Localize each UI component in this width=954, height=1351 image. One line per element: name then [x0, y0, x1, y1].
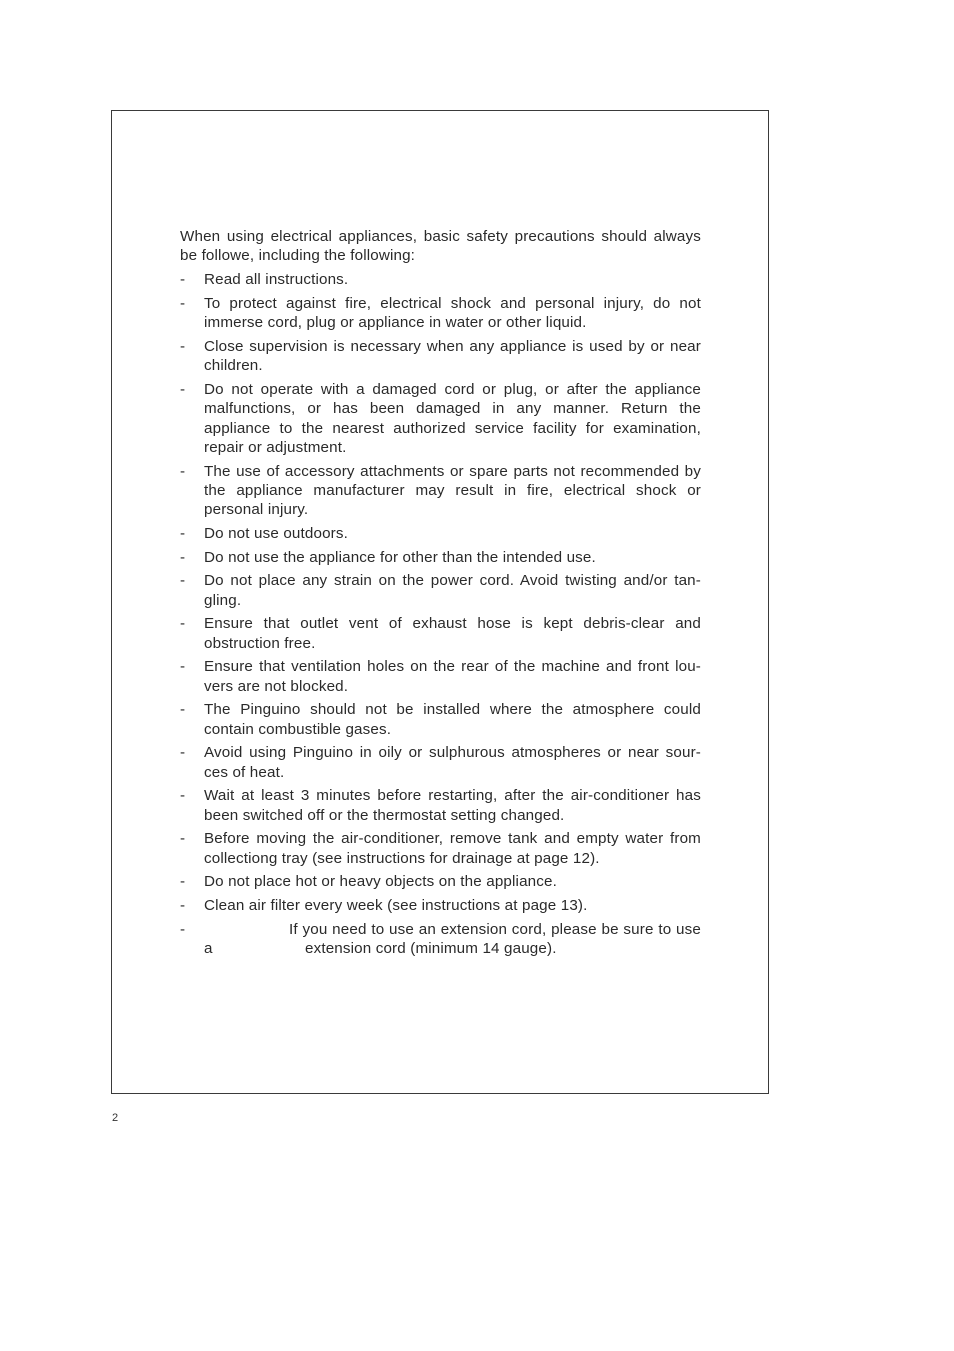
list-item: [180, 548, 701, 567]
bullet-dash: -: [180, 381, 186, 399]
list-item: [180, 872, 701, 891]
list-item: [180, 614, 701, 652]
list-item: [180, 571, 701, 609]
bullet-dash: -: [180, 462, 186, 480]
bullet-dash: -: [180, 271, 186, 289]
extension-cord-text-part1: If you need to use an extension cord, please be sure to use a: [204, 921, 701, 958]
list-item-text: Before moving the air-conditioner, remove tank and empty water from collectiong tray (see instructions for drainage at page 12).: [204, 830, 701, 867]
safety-rules-list: [180, 270, 701, 958]
bullet-dash: -: [180, 873, 186, 891]
list-item-text: Do not place any strain on the power cord. Avoid twisting and/or tan-gling.: [204, 572, 701, 609]
list-item: [180, 462, 701, 520]
list-item: [180, 786, 701, 824]
bullet-dash: -: [180, 897, 186, 915]
list-item: [180, 743, 701, 781]
list-item-text: The Pinguino should not be installed where the atmosphere could contain combustible gases.: [204, 701, 701, 738]
list-item-text: Do not operate with a damaged cord or plug, or after the appliance malfunctions, or has been damaged in any manner. Return the appliance to the nearest authorized service facility for examination, repair or adjustment.: [204, 381, 701, 456]
list-item: [180, 337, 701, 375]
list-item-text: Ensure that outlet vent of exhaust hose is kept debris-clear and obstruction free.: [204, 615, 701, 652]
bullet-dash: -: [180, 658, 186, 676]
list-item: [180, 896, 701, 915]
bullet-dash: -: [180, 787, 186, 805]
bullet-dash: -: [180, 921, 186, 938]
list-item: [180, 829, 701, 867]
extension-cord-text-part2: extension cord (minimum 14 gauge).: [304, 940, 557, 958]
list-item-text: Do not place hot or heavy objects on the appliance.: [204, 873, 557, 891]
list-item-text: To protect against fire, electrical shock and personal injury, do not immerse cord, plug or appliance in water or other liquid.: [204, 295, 701, 332]
page-number: 2: [112, 1112, 119, 1124]
bullet-dash: -: [180, 615, 186, 633]
bullet-dash: -: [180, 701, 186, 719]
bullet-dash: -: [180, 524, 186, 542]
list-item: [180, 700, 701, 738]
bullet-dash: -: [180, 744, 186, 762]
list-item-text: Read all instructions.: [204, 271, 349, 289]
list-item-text: Clean air filter every week (see instructions at page 13).: [204, 897, 588, 915]
list-item-text: Wait at least 3 minutes before restarting, after the air-conditioner has been switched off or the thermostat setting changed.: [204, 787, 701, 824]
list-item: [180, 380, 701, 457]
list-item: [180, 270, 701, 289]
list-item-text: The use of accessory attachments or spare parts not recommended by the appliance manufacturer may result in fire, electrical shock or personal injury.: [204, 462, 701, 519]
list-item-text: Ensure that ventilation holes on the rear of the machine and front lou-vers are not blocked.: [204, 658, 701, 695]
list-item-text: Do not use the appliance for other than the intended use.: [204, 548, 596, 566]
list-item-text: Close supervision is necessary when any appliance is used by or near children.: [204, 338, 701, 375]
bullet-dash: -: [180, 295, 186, 313]
bullet-dash: -: [180, 572, 186, 590]
list-item: [180, 524, 701, 543]
intro-paragraph: When using electrical appliances, basic safety precautions should always be followe, including the following:: [180, 228, 701, 265]
bullet-dash: -: [180, 548, 186, 566]
bullet-dash: -: [180, 338, 186, 356]
list-item-text: Do not use outdoors.: [204, 524, 348, 542]
list-item: [180, 294, 701, 332]
list-item: [180, 657, 701, 695]
list-item-text: Avoid using Pinguino in oily or sulphurous atmospheres or near sour-ces of heat.: [204, 744, 701, 781]
list-item-extension-cord: [180, 920, 701, 958]
safety-content: [180, 227, 701, 963]
bullet-dash: -: [180, 830, 186, 848]
